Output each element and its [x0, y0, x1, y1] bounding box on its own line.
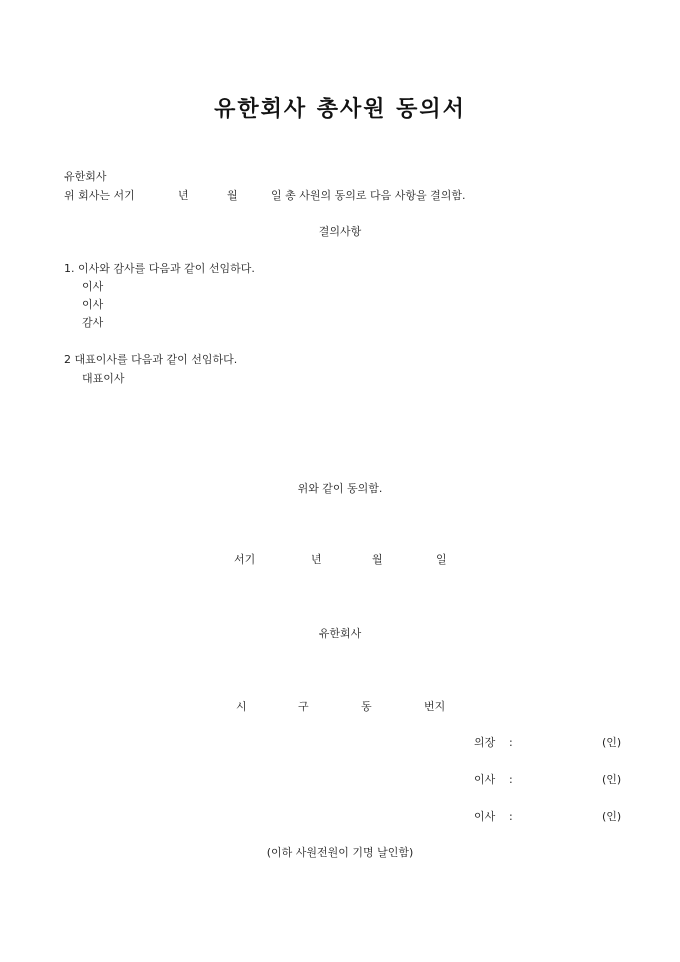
signature-row-director	[472, 810, 632, 826]
signature-role: 이사	[474, 810, 496, 823]
signature-role: 이사	[474, 773, 496, 786]
signature-row-director	[472, 773, 632, 789]
intro-prefix: 위 회사는 서기	[64, 189, 135, 202]
footer-company-name: 유한회사	[318, 627, 362, 640]
intro-year: 년	[178, 189, 189, 202]
intro-month: 월	[227, 189, 238, 202]
item-1-role: 이사	[82, 298, 104, 311]
address-si: 시	[236, 700, 247, 713]
address-bunji: 번지	[424, 700, 446, 713]
intro-suffix: 일 총 사원의 동의로 다음 사항을 결의함.	[271, 189, 466, 202]
seal-mark: (인)	[602, 810, 622, 823]
address-gu: 구	[298, 700, 309, 713]
seal-mark: (인)	[602, 773, 622, 786]
signature-role: 의장	[474, 736, 496, 749]
agreement-statement: 위와 같이 동의함.	[297, 482, 383, 495]
item-1-role: 이사	[82, 280, 104, 293]
document-title: 유한회사 총사원 동의서	[214, 97, 466, 122]
company-name: 유한회사	[64, 170, 107, 183]
signature-colon: :	[509, 736, 513, 749]
seal-mark: (인)	[602, 736, 622, 749]
date-day: 일	[436, 553, 447, 566]
date-prefix: 서기	[234, 553, 256, 566]
item-1-role: 감사	[82, 316, 104, 329]
item-2-role: 대표이사	[82, 372, 125, 385]
signature-colon: :	[509, 773, 513, 786]
date-month: 월	[372, 553, 383, 566]
address-dong: 동	[361, 700, 372, 713]
resolution-heading: 결의사항	[318, 225, 362, 238]
item-1-text: 1. 이사와 감사를 다음과 같이 선임하다.	[64, 262, 255, 275]
date-year: 년	[311, 553, 322, 566]
signature-row-chairman	[472, 736, 632, 752]
closing-note: (이하 사원전원이 기명 날인함)	[266, 846, 414, 859]
item-2-text: 2 대표이사를 다음과 같이 선임하다.	[64, 353, 238, 366]
signature-colon: :	[509, 810, 513, 823]
